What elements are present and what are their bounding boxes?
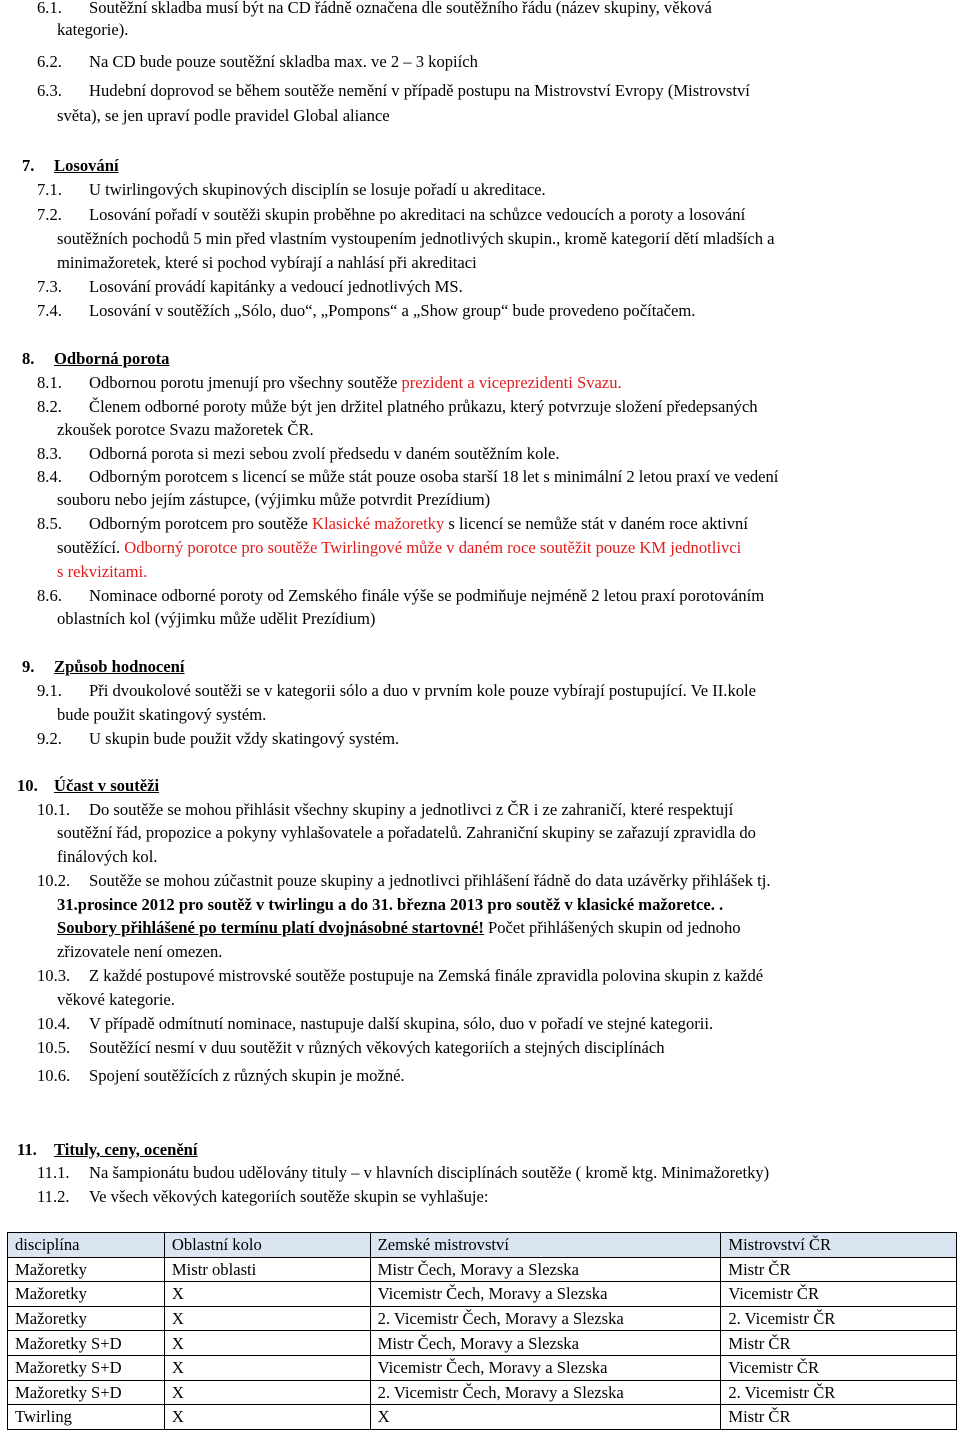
- table-cell: Mistr Čech, Moravy a Slezska: [370, 1331, 721, 1356]
- item-text: kategorie).: [57, 20, 129, 39]
- item-number: 10.1.: [37, 800, 71, 819]
- item-text: Ve všech věkových kategoriích soutěže skupin se vyhlašuje:: [89, 1187, 489, 1206]
- item-number: 8.5.: [37, 514, 62, 533]
- item-text: Soutěžní skladba musí být na CD řádně označena dle soutěžního řádu (název skupiny, věková: [89, 0, 712, 17]
- item-text: Soutěžící nesmí v duu soutěžit v různých věkových kategoriích a stejných disciplínách: [89, 1038, 665, 1057]
- late-fee-text: Soubory přihlášené po termínu platí dvojnásobné startovné!: [57, 918, 484, 937]
- table-header-cell: Zemské mistrovství: [370, 1233, 721, 1258]
- item-text: Nominace odborné poroty od Zemského finále výše se podmiňuje nejméně 2 letou praxí porotováním: [89, 586, 765, 605]
- table-row: [8, 1405, 957, 1430]
- item-number: 11.2.: [37, 1187, 70, 1206]
- item-text: zkoušek porotce Svazu mažoretek ČR.: [57, 420, 314, 439]
- table-cell: Mažoretky: [8, 1306, 165, 1331]
- table-header-row: [8, 1233, 957, 1258]
- table-cell: Mažoretky S+D: [8, 1331, 165, 1356]
- table-cell: Mistr Čech, Moravy a Slezska: [370, 1257, 721, 1282]
- table-cell: X: [370, 1405, 721, 1430]
- item-text: Z každé postupové mistrovské soutěže postupuje na Zemská finále zpravidla polovina skupin z každé: [89, 966, 764, 985]
- item-text: [57, 538, 741, 558]
- item-text: věkové kategorie.: [57, 990, 175, 1009]
- section-number: 9.: [22, 657, 35, 676]
- item-text: Na CD bude pouze soutěžní skladba max. ve 2 – 3 kopiích: [89, 52, 478, 71]
- table-cell: Vicemistr ČR: [721, 1355, 957, 1380]
- table-cell: Mistr oblasti: [164, 1257, 370, 1282]
- highlight-text: Odborný porotce pro soutěže Twirlingové může v daném roce soutěžit pouze KM jednotlivci: [124, 538, 742, 557]
- item-text: bude použit skatingový systém.: [57, 705, 267, 724]
- item-number: 8.3.: [37, 444, 62, 463]
- table-cell: Mistr ČR: [721, 1331, 957, 1356]
- table-cell: X: [164, 1331, 370, 1356]
- table-cell: Mažoretky S+D: [8, 1355, 165, 1380]
- item-number: 6.3.: [37, 81, 62, 100]
- section-title: Způsob hodnocení: [54, 657, 185, 676]
- item-number: 7.3.: [37, 277, 62, 296]
- item-text: oblastních kol (výjimku může udělit Prezídium): [57, 609, 376, 628]
- table-cell: Mažoretky: [8, 1282, 165, 1307]
- table-cell: Vicemistr ČR: [721, 1282, 957, 1307]
- table-cell: X: [164, 1380, 370, 1405]
- item-text: [89, 373, 622, 393]
- item-text-part: soutěžící.: [57, 538, 125, 557]
- section-number: 10.: [17, 776, 38, 795]
- table-cell: 2. Vicemistr ČR: [721, 1380, 957, 1405]
- item-text: soutěžních pochodů 5 min před vlastním vystoupením jednotlivých skupin., kromě kategorií dětí mladších a: [57, 229, 775, 248]
- item-text: světa), se jen upraví podle pravidel Global aliance: [57, 106, 390, 125]
- table-cell: X: [164, 1405, 370, 1430]
- item-text: Odborná porota si mezi sebou zvolí předsedu v daném soutěžním kole.: [89, 444, 560, 463]
- table-cell: Mažoretky S+D: [8, 1380, 165, 1405]
- item-number: 10.4.: [37, 1014, 71, 1033]
- table-cell: 2. Vicemistr Čech, Moravy a Slezska: [370, 1306, 721, 1331]
- table-row: [8, 1355, 957, 1380]
- item-text: Spojení soutěžících z různých skupin je možné.: [89, 1066, 405, 1085]
- section-title: Losování: [54, 156, 119, 175]
- item-number: 10.6.: [37, 1066, 71, 1085]
- item-text: Na šampionátu budou udělovány tituly – v hlavních disciplínách soutěže ( kromě ktg. Minimažoretky): [89, 1163, 770, 1182]
- item-text: [57, 918, 741, 938]
- item-number: 7.4.: [37, 301, 62, 320]
- item-number: 10.5.: [37, 1038, 71, 1057]
- item-text-part: Počet přihlášených skupin od jednoho: [483, 918, 741, 937]
- item-text: Členem odborné poroty může být jen držitel platného průkazu, který potvrzuje složení předepsaných: [89, 397, 758, 416]
- item-text: U twirlingových skupinových disciplín se losuje pořadí u akreditace.: [89, 180, 546, 199]
- table-cell: Vicemistr Čech, Moravy a Slezska: [370, 1282, 721, 1307]
- item-number: 9.1.: [37, 681, 62, 700]
- item-text-part: Odbornou porotu jmenují pro všechny soutěže: [89, 373, 402, 392]
- highlight-text: prezident a viceprezidenti Svazu.: [401, 373, 622, 392]
- table-cell: X: [164, 1355, 370, 1380]
- table-cell: 2. Vicemistr ČR: [721, 1306, 957, 1331]
- item-text: V případě odmítnutí nominace, nastupuje další skupina, sólo, duo v pořadí ve stejné kategorii.: [89, 1014, 714, 1033]
- table-row: [8, 1282, 957, 1307]
- highlight-text: Klasické mažoretky: [312, 514, 445, 533]
- deadline-text: 31.prosince 2012 pro soutěž v twirlingu a do 31. března 2013 pro soutěž v klasické mažoretce. .: [57, 895, 724, 914]
- table-cell: Mažoretky: [8, 1257, 165, 1282]
- item-text: Do soutěže se mohou přihlásit všechny skupiny a jednotlivci z ČR i ze zahraničí, které respektují: [89, 800, 734, 819]
- item-text: Při dvoukolové soutěži se v kategorii sólo a duo v prvním kole pouze vybírají postupující. Ve II.kole: [89, 681, 757, 700]
- item-number: 9.2.: [37, 729, 62, 748]
- item-number: 7.2.: [37, 205, 62, 224]
- item-text: Losování provádí kapitánky a vedoucí jednotlivých MS.: [89, 277, 463, 296]
- item-number: 8.6.: [37, 586, 62, 605]
- item-text: minimažoretek, které si pochod vybírají a nahlásí při akreditaci: [57, 253, 477, 272]
- table-cell: X: [164, 1282, 370, 1307]
- item-text: Hudební doprovod se během soutěže nemění v případě postupu na Mistrovství Evropy (Mistrovství: [89, 81, 750, 100]
- table-cell: 2. Vicemistr Čech, Moravy a Slezska: [370, 1380, 721, 1405]
- table-header-cell: Mistrovství ČR: [721, 1233, 957, 1258]
- table-row: [8, 1257, 957, 1282]
- section-number: 8.: [22, 349, 35, 368]
- item-number: 8.2.: [37, 397, 62, 416]
- item-number: 6.1.: [37, 0, 62, 17]
- item-text-part: s licencí se nemůže stát v daném roce aktivní: [444, 514, 748, 533]
- item-number: 8.1.: [37, 373, 62, 392]
- table-cell: Vicemistr Čech, Moravy a Slezska: [370, 1355, 721, 1380]
- section-number: 7.: [22, 156, 35, 175]
- table-cell: Twirling: [8, 1405, 165, 1430]
- item-text: [89, 514, 748, 534]
- section-title: Účast v soutěži: [54, 776, 160, 795]
- table-row: [8, 1380, 957, 1405]
- item-number: 7.1.: [37, 180, 62, 199]
- table-header-cell: disciplína: [8, 1233, 165, 1258]
- item-text: U skupin bude použit vždy skatingový systém.: [89, 729, 400, 748]
- item-number: 8.4.: [37, 467, 62, 486]
- item-text: Losování v soutěžích „Sólo, duo“, „Pompons“ a „Show group“ bude provedeno počítačem.: [89, 301, 696, 320]
- table-cell: X: [164, 1306, 370, 1331]
- item-number: 11.1.: [37, 1163, 70, 1182]
- item-text: Losování pořadí v soutěži skupin proběhne po akreditaci na schůzce vedoucích a poroty a losování: [89, 205, 746, 224]
- section-title: Tituly, ceny, ocenění: [54, 1140, 198, 1159]
- awards-table: [7, 1232, 957, 1430]
- item-text: finálových kol.: [57, 847, 158, 866]
- item-text: zřizovatele není omezen.: [57, 942, 223, 961]
- item-text: Soutěže se mohou zúčastnit pouze skupiny a jednotlivci přihlášení řádně do data uzávěrky přihlášek tj.: [89, 871, 771, 890]
- highlight-text: s rekvizitami.: [57, 562, 148, 581]
- item-number: 6.2.: [37, 52, 62, 71]
- table-row: [8, 1331, 957, 1356]
- item-number: 10.2.: [37, 871, 71, 890]
- item-text: Odborným porotcem s licencí se může stát pouze osoba starší 18 let s minimální 2 letou praxí ve vedení: [89, 467, 779, 486]
- item-text-part: Odborným porotcem pro soutěže: [89, 514, 313, 533]
- item-number: 10.3.: [37, 966, 71, 985]
- item-text: soutěžní řád, propozice a pokyny vyhlašovatele a pořadatelů. Zahraniční skupiny se zařazují zpravidla do: [57, 823, 756, 842]
- section-number: 11.: [17, 1140, 37, 1159]
- section-title: Odborná porota: [54, 349, 170, 368]
- table-cell: Mistr ČR: [721, 1405, 957, 1430]
- table-cell: Mistr ČR: [721, 1257, 957, 1282]
- table-row: [8, 1306, 957, 1331]
- item-text: souboru nebo jejím zástupce, (výjimku může potvrdit Prezídium): [57, 490, 491, 509]
- table-header-cell: Oblastní kolo: [164, 1233, 370, 1258]
